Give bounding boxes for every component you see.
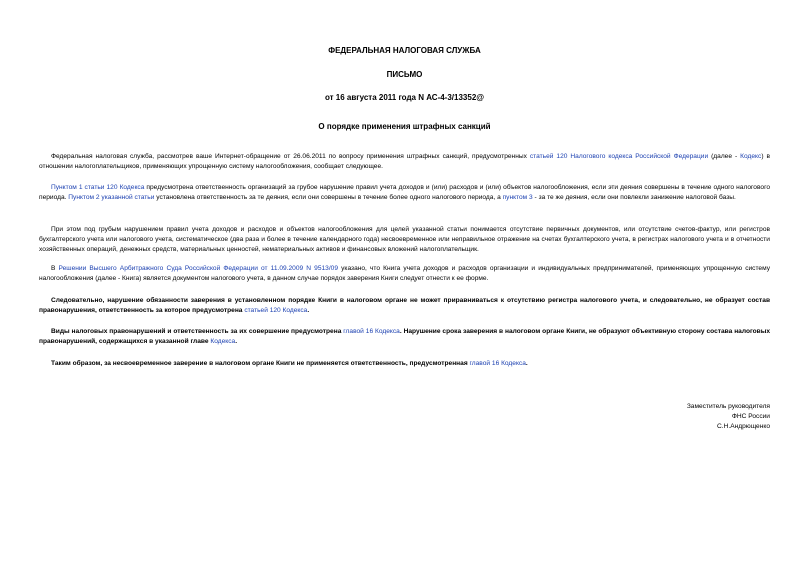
link-vas-decision[interactable]: Решении Высшего Арбитражного Суда Российской Федерации от 11.09.2009 N 9513/09 bbox=[58, 265, 339, 272]
link-point-1-article-120[interactable]: Пунктом 1 статьи 120 Кодекса bbox=[51, 184, 145, 191]
p7-text-1: Таким образом, за несвоевременное заверение в налоговом органе Книги не применяется ответственность, предусмотренная bbox=[51, 360, 470, 367]
paragraph-3 bbox=[39, 225, 770, 255]
link-chapter-16-code[interactable]: главой 16 Кодекса bbox=[343, 328, 400, 335]
org-title: ФЕДЕРАЛЬНАЯ НАЛОГОВАЯ СЛУЖБА bbox=[328, 46, 481, 55]
p1-text-2: (далее - bbox=[708, 153, 741, 160]
signature-org: ФНС России bbox=[731, 413, 770, 420]
link-point-2-article[interactable]: Пунктом 2 указанной статьи bbox=[68, 194, 155, 201]
link-article-120-code[interactable]: статьей 120 Кодекса bbox=[244, 307, 308, 314]
doc-type-title: ПИСЬМО bbox=[386, 70, 423, 79]
p6-text-2: . Нарушение срока заверения в налоговом органе Книги, не образуют объективную сторону состава налоговых правонарушений, содержащихся в указанной главе bbox=[39, 328, 771, 345]
p3-text-1: При этом под грубым нарушением правил учета доходов и расходов и объектов налогообложения для целей указанной статьи понимается отсутствие первичных документов, или отсутствие счетов-фактур, или регистров бухгалтерского учета или налогового учета, систематическое (два раза и более в течение календарного года) несвоевременное или неправильное отражение на счетах бухгалтерского учета, в регистрах налогового учета и в отчетности хозяйственных операций, денежных средств, материальных ценностей, нематериальных активов и финансовых вложений налогоплательщик. bbox=[39, 226, 770, 253]
paragraph-5 bbox=[39, 296, 770, 316]
paragraph-2 bbox=[39, 183, 770, 203]
paragraph-1 bbox=[39, 152, 770, 172]
link-code-2[interactable]: Кодекса bbox=[210, 338, 236, 345]
paragraph-6 bbox=[39, 327, 770, 347]
p1-text-1: Федеральная налоговая служба, рассмотрев ваше Интернет-обращение от 26.06.2011 по вопросу применения штрафных санкций, предусмотренных bbox=[51, 153, 530, 160]
signature-name: С.Н.Андрющенко bbox=[717, 423, 770, 430]
p1-text-3: ) в отношении налогоплательщиков, применяющих упрощенную систему налогообложения, сообщает следующее. bbox=[39, 153, 770, 170]
link-code[interactable]: Кодекс bbox=[740, 153, 762, 160]
p2-text-1: предусмотрена ответственность организаций за грубое нарушение правил учета доходов и (или) расходов и (или) объектов налогообложения, если эти деяния совершены в течение одного налогового периода. bbox=[39, 184, 770, 201]
p5-text-1: Следовательно, нарушение обязанности заверения в установленном порядке Книги в налоговом органе не может приравниваться к отсутствию регистра налогового учета, и следовательно, не образует состав правонарушения, ответственность за которое предусмотрена bbox=[39, 297, 770, 314]
p6-text-1: Виды налоговых правонарушений и ответственность за их совершение предусмотрена bbox=[51, 328, 344, 335]
link-chapter-16-code-2[interactable]: главой 16 Кодекса bbox=[469, 360, 526, 367]
date-number-title: от 16 августа 2011 года N АС-4-3/13352@ bbox=[324, 93, 485, 102]
link-article-120-tax-code[interactable]: статьей 120 Налогового кодекса Российской Федерации bbox=[529, 153, 709, 160]
p6-text-3: . bbox=[235, 338, 238, 345]
link-point-3[interactable]: пунктом 3 bbox=[502, 194, 533, 201]
p7-text-2: . bbox=[525, 360, 528, 367]
signature-position: Заместитель руководителя bbox=[686, 403, 770, 410]
paragraph-7 bbox=[39, 359, 770, 369]
p4-text-1: указано, что Книга учета доходов и расходов организации и индивидуальных предпринимателей, применяющих упрощенную систему налогообложения (далее - Книга) является документом налогового учета, в данном случае порядок заверения Книги следует отнести к ее форме. bbox=[39, 265, 770, 282]
paragraph-4 bbox=[39, 264, 770, 284]
p2-text-2: установлена ответственность за те деяния, если они совершены в течение более одного налогового периода, а bbox=[154, 194, 503, 201]
subject-title: О порядке применения штрафных санкций bbox=[318, 122, 491, 131]
p2-text-3: - за те же деяния, если они повлекли занижение налоговой базы. bbox=[532, 194, 736, 201]
p4-text-0: В bbox=[51, 265, 59, 272]
p5-text-2: . bbox=[307, 307, 310, 314]
